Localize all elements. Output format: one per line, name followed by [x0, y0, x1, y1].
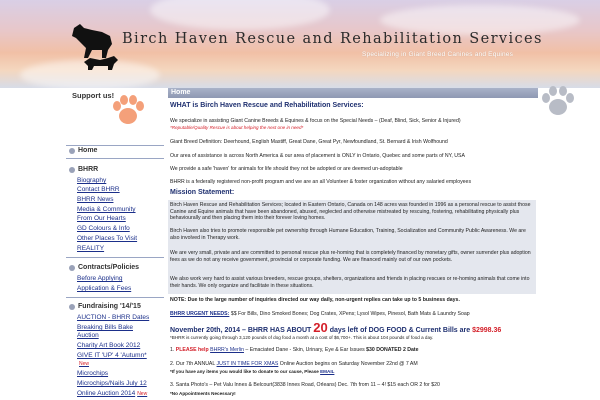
- sidebar-link-other-places[interactable]: Other Places To Visit: [77, 235, 138, 242]
- sidebar-link-bake-auction[interactable]: Auction: [77, 332, 99, 339]
- sidebar-link-biography[interactable]: Biography: [77, 177, 107, 184]
- sidebar-fundraising-label: Fundraising '14/'15: [78, 303, 141, 310]
- mission-paragraph-2: Birch Haven also tries to promote responsible pet ownership through Humane Education, Training, Socialization and Community Public Awareness. We are also involved in Therapy work.: [170, 228, 526, 241]
- sidebar-link-bake-sale[interactable]: Breaking Bills Bake: [77, 324, 133, 331]
- sidebar-divider: [66, 145, 164, 146]
- xmas-auction-link[interactable]: JUST IN TIME FOR XMAS: [216, 361, 279, 367]
- safe-haven-text: We provide a safe 'haven' for animals for life should they not be adopted or are deemed un-adoptable: [170, 166, 403, 172]
- sidebar-link-art-book[interactable]: Charity Art Book 2012: [77, 342, 141, 349]
- bullet-icon: [69, 167, 75, 173]
- paw-print-icon: [110, 94, 146, 128]
- sidebar-section-bhrr: [69, 166, 98, 173]
- support-us-heading: Support us!: [72, 91, 115, 100]
- nonprofit-text: BHRR is a federally registered non-profit program and we are an all Volunteer & foster organization without any salaried employees: [170, 179, 472, 185]
- auction-note: [170, 369, 534, 376]
- sidebar-home-label: Home: [78, 147, 98, 154]
- days-left-count: 20: [313, 320, 328, 335]
- mission-heading: Mission Statement:: [170, 189, 235, 196]
- paw-print-icon: [538, 82, 578, 122]
- email-link[interactable]: EMAIL: [320, 369, 335, 374]
- area-text: Our area of assistance is across North America & our area of placement is ONLY in Ontario, Quebec and some parts of NY, USA: [170, 153, 465, 159]
- definition-text: Giant Breed Definition: Deerhound, English Mastiff, Great Dane, Great Pyr, Newfoundland, St. Bernard & Irish Wolfhound: [170, 139, 448, 145]
- site-subtitle: Specializing in Giant Breed Canines and Equines: [362, 51, 514, 58]
- sidebar-bhrr-label: BHRR: [78, 166, 99, 173]
- header-banner: [0, 0, 600, 88]
- sidebar-link-news[interactable]: BHRR News: [77, 196, 114, 203]
- sidebar-new-badge: [77, 360, 89, 367]
- santa-photos-text: Santa Photo's – Pet Valu Innes & Belcourt(3838 Innes Road, Orleans) Dec. 7th from 11 – 4! $15 each OR 2 for $20: [175, 382, 440, 388]
- sidebar-link-auction-dates[interactable]: AUCTION - BHRR Dates: [77, 314, 150, 321]
- sidebar-link-microchips-nails[interactable]: Microchips/Nails July 12: [77, 380, 147, 387]
- sidebar-link-microchips[interactable]: Microchips: [77, 370, 109, 377]
- what-is-heading: WHAT is Birch Haven Rescue and Rehabilitation Services:: [170, 102, 364, 109]
- sidebar-section-contracts: [69, 264, 139, 271]
- site-title: Birch Haven Rescue and Rehabilitation Services: [122, 31, 543, 47]
- item-number: 1.: [170, 347, 175, 353]
- item-santa-photos: [170, 382, 534, 389]
- sidebar-divider: [66, 158, 164, 159]
- please-help-text: PLEASE help: [175, 347, 209, 353]
- cloud-decoration: [150, 0, 330, 30]
- auction-details: Online Auction begins on Saturday November 22nd @ 7 AM: [279, 361, 418, 367]
- online-auction-label: Online Auction 2014: [77, 390, 136, 397]
- dog-food-note: *BHRR is currently going through 3,120 pounds of dog food a month at a cost of $6,700+. This is about 104 pounds of food a day.: [170, 335, 434, 340]
- urgent-needs-text: $$ For Bills, Dino Smoked Bones; Dog Crates, XPens; Lysol Wipes, Pinesol, Bath Mats & Laundry Soap: [230, 311, 470, 317]
- donated-amount: $30 DONATED 2 Date: [366, 347, 419, 353]
- note-text: NOTE: Due to the large number of inquiries directed our way daily, non-urgent replies can take up to 5 business days.: [170, 297, 460, 303]
- bullet-icon: [69, 265, 75, 271]
- mission-paragraph-3: We are very small, private and are committed to personal rescue plus re-homing that is completely financed by monetary gifts, owner surrender plus adoption fees as we do not any receive government, provincial or corporate funding. We are financed mainly out of our own pockets.: [170, 250, 531, 263]
- mission-paragraph-4: We also work very hard to assist various breeders, rescue groups, shelters, organizations and friends in placing rescues or re-homing animals that come into their hands. We only organize and facilitate in these situations.: [170, 276, 530, 289]
- new-badge: New: [137, 391, 148, 397]
- merlin-link[interactable]: BHRR's Merlin: [210, 347, 244, 353]
- auction-prefix: Our 7th ANNUAL: [175, 361, 216, 367]
- sidebar-link-contact[interactable]: Contact BHRR: [77, 186, 120, 193]
- sidebar-contracts-label: Contracts/Policies: [78, 264, 140, 271]
- sidebar-link-online-auction[interactable]: [77, 390, 147, 397]
- merlin-description: – Emaciated Dane - Skin, Urinary, Eye & Ear Issues: [245, 347, 365, 353]
- reputable-note: *Reputable/Quality Rescue is about helping the next one in need*: [170, 125, 304, 130]
- sidebar-link-application-fees[interactable]: Application & Fees: [77, 285, 132, 292]
- sidebar-link-gd-colours[interactable]: GD Colours & Info: [77, 225, 130, 232]
- status-prefix: November 20th, 2014 – BHRR HAS ABOUT: [170, 327, 312, 334]
- sidebar-divider: [66, 297, 164, 298]
- new-badge: New: [79, 361, 90, 367]
- sidebar-home[interactable]: [69, 147, 97, 154]
- sidebar-link-give-it-up[interactable]: GIVE IT 'UP' 4 'Autumn*: [77, 352, 147, 359]
- sidebar-section-fundraising: [69, 303, 141, 310]
- item-number: 2.: [170, 361, 175, 367]
- item-auction: [170, 361, 534, 368]
- breadcrumb-bar: Home: [168, 88, 538, 98]
- status-suffix: days left of DOG FOOD & Current Bills are: [329, 327, 471, 334]
- sidebar-link-before-applying[interactable]: Before Applying: [77, 275, 123, 282]
- specialize-text: We specialize in assisting Giant Canine Breeds & Equines & focus on the Special Needs – (Deaf, Blind, Sick, Senior & Injured): [170, 118, 461, 124]
- no-appointments-note: *No Appointments Necessary!: [170, 391, 236, 396]
- urgent-needs-line: [170, 311, 534, 318]
- mission-paragraph-1: Birch Haven Rescue and Rehabilitation Services; located in Eastern Ontario, Canada on 148 acres was founded in 1996 as a personal rescue to assist those Canine and Equine animals that have been abandoned, abused, neglected and otherwise mistreated by rescuing, fostering, rehabilitating physically plus behaviourally and then placing them into their forever loving homes.: [170, 202, 531, 222]
- item-number: 3.: [170, 382, 175, 388]
- sidebar-link-reality[interactable]: REALITY: [77, 245, 105, 252]
- sidebar-link-from-our-hearts[interactable]: From Our Hearts: [77, 215, 126, 222]
- bills-amount: $2998.36: [472, 327, 502, 334]
- bullet-icon: [69, 304, 75, 310]
- sidebar-link-media[interactable]: Media & Community: [77, 206, 136, 213]
- item-merlin: [170, 347, 534, 354]
- sidebar-divider: [66, 257, 164, 258]
- urgent-needs-link[interactable]: BHRR URGENT NEEDS:: [170, 311, 230, 317]
- bullet-icon: [69, 148, 75, 154]
- horse-dog-logo-icon: [62, 22, 126, 74]
- donate-note: *If you have any items you would like to donate to our cause, Please: [170, 369, 319, 374]
